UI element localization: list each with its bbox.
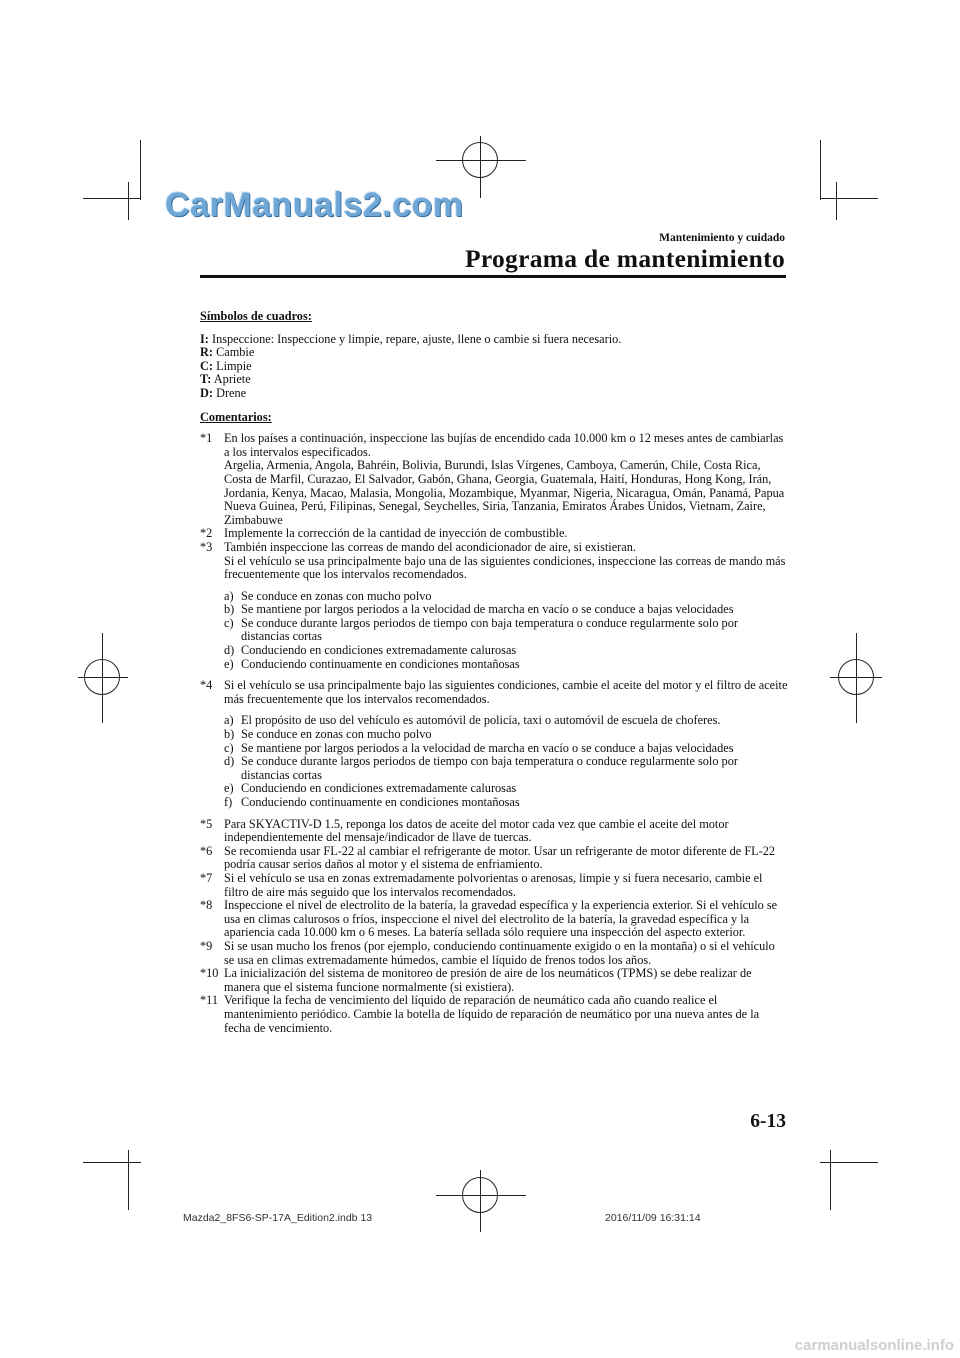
footer-date: 2016/11/09 16:31:14 [605, 1212, 701, 1224]
comment-4-list [224, 714, 788, 809]
symbol-item: C: Limpie [200, 358, 252, 373]
list-item: f) Conduciendo continuamente en condiciones montañosas [224, 795, 520, 809]
list-item: d) Se conduce durante largos periodos de tiempo con baja temperatura o conduce regularmente solo por distancias cortas [224, 754, 738, 782]
comment-3: *3 También inspeccione las correas de mando del acondicionador de aire, si existieran. Si el vehículo se usa principalmente bajo una de las siguientes condiciones, inspeccione las correas de mando más frecuentemente que los intervalos recomendados. [200, 539, 786, 582]
section-name: Mantenimiento y cuidado [659, 232, 785, 244]
comment-6: *6 Se recomienda usar FL-22 al cambiar el refrigerante de motor. Usar un refrigerante de motor diferente de FL-22 podría causar serios daños al motor y el sistema de enfriamiento. [200, 843, 776, 872]
list-item: a) El propósito de uso del vehículo es automóvil de policía, taxi o automóvil de escuela de choferes. [224, 713, 721, 728]
page-number: 6-13 [750, 1111, 786, 1132]
comment-8: *8 Inspeccione el nivel de electrolito de la batería, la gravedad específica y la experiencia exterior. Si el vehículo se usa en climas calurosos o fríos, inspeccione el nivel del electrolito de la batería, la gravedad específica y la apariencia cada 10.000 km o 6 meses. La batería sellada sólo requiere una inspección del aspecto exterior. [200, 898, 778, 940]
page-content [200, 310, 788, 1035]
symbol-item: T: Apriete [200, 372, 251, 387]
symbol-item: D: Drene [200, 385, 247, 400]
comment-10: *10 La inicialización del sistema de monitoreo de presión de aire de los neumáticos (TPMS) se debe realizar de manera que el sistema funcione normalmente (si existiera). [200, 966, 752, 994]
list-item: e) Conduciendo continuamente en condiciones montañosas [224, 656, 520, 671]
comment-9: *9 Si se usan mucho los frenos (por ejemplo, conduciendo continuamente exigido o en la montaña) o si el vehículo se usa en climas extremadamente húmedos, cambie el líquido de frenos todos los años. [200, 938, 775, 967]
footer-file: Mazda2_8FS6-SP-17A_Edition2.indb 13 [183, 1212, 373, 1224]
list-item: b) Se mantiene por largos periodos a la velocidad de marcha en vacío o se conduce a bajas velocidades [224, 602, 734, 617]
comment-4: *4 Si el vehículo se usa principalmente bajo las siguientes condiciones, cambie el aceite del motor y el filtro de aceite más frecuentemente que los intervalos recomendados. [200, 678, 788, 706]
watermark-bottom: carmanualsonline.info [794, 1337, 954, 1354]
comment-3-list [224, 590, 788, 672]
comment-7: *7 Si el vehículo se usa en zonas extremadamente polvorientas o arenosas, limpie y si fuera necesario, cambie el filtro de aire más seguido que los intervalos recomendados. [200, 870, 763, 899]
list-item: c) Se mantiene por largos periodos a la velocidad de marcha en vacío o se conduce a bajas velocidades [224, 740, 734, 755]
watermark-logo: CarManuals2.com [165, 186, 464, 224]
comments-heading: Comentarios: [200, 409, 272, 424]
list-item: c) Se conduce durante largos periodos de tiempo con baja temperatura o conduce regularmente solo por distancias cortas [224, 615, 738, 644]
list-item: b) Se conduce en zonas con mucho polvo [224, 727, 432, 742]
list-item: a) Se conduce en zonas con mucho polvo [224, 588, 432, 603]
symbol-item: I: Inspeccione: Inspeccione y limpie, repare, ajuste, llene o cambie si fuera necesario. [200, 331, 622, 346]
symbols-list [200, 333, 788, 401]
comment-2: *2 Implemente la corrección de la cantidad de inyección de combustible. [200, 526, 568, 541]
header-rule [200, 275, 786, 278]
list-item: e) Conduciendo en condiciones extremadamente calurosas [224, 781, 517, 796]
comment-11: *11 Verifique la fecha de vencimiento del líquido de reparación de neumático cada año cuando realice el mantenimiento periódico. Cambie la botella de líquido de reparación de neumático por una nueva antes de la fecha de vencimiento. [200, 993, 760, 1035]
symbol-item: R: Cambie [200, 345, 255, 360]
comment-1: *1 En los países a continuación, inspeccione las bujías de encendido cada 10.000 km o 12 meses antes de cambiarlas a los intervalos especificados. Argelia, Armenia, Angola, Bahréin, Bolivia, Burundi, Islas Vírgenes, Camboya, Camerún, Chile, Costa Rica, Costa de Marfil, Curazao, El Salvador, Gabón, Ghana, Georgia, Guatemala, Haití, Honduras, Hong Kong, Irán, Jordania, Kenya, Macao, Malasia, Mongolia, Mozambique, Myanmar, Nigeria, Nicaragua, Omán, Panamá, Papua Nueva Guinea, Perú, Filipinas, Senegal, Seychelles, Siria, Tanzania, Emiratos Árabes Unidos, Vietnam, Zaire, Zimbabuwe [200, 431, 785, 527]
list-item: d) Conduciendo en condiciones extremadamente calurosas [224, 643, 517, 658]
page-title: Programa de mantenimiento [464, 244, 785, 273]
comment-5: *5 Para SKYACTIV-D 1.5, reponga los datos de aceite del motor cada vez que cambie el aceite del motor independientemente del mensaje/indicador de llave de tuercas. [200, 816, 729, 845]
symbols-heading: Símbolos de cuadros: [200, 309, 312, 323]
